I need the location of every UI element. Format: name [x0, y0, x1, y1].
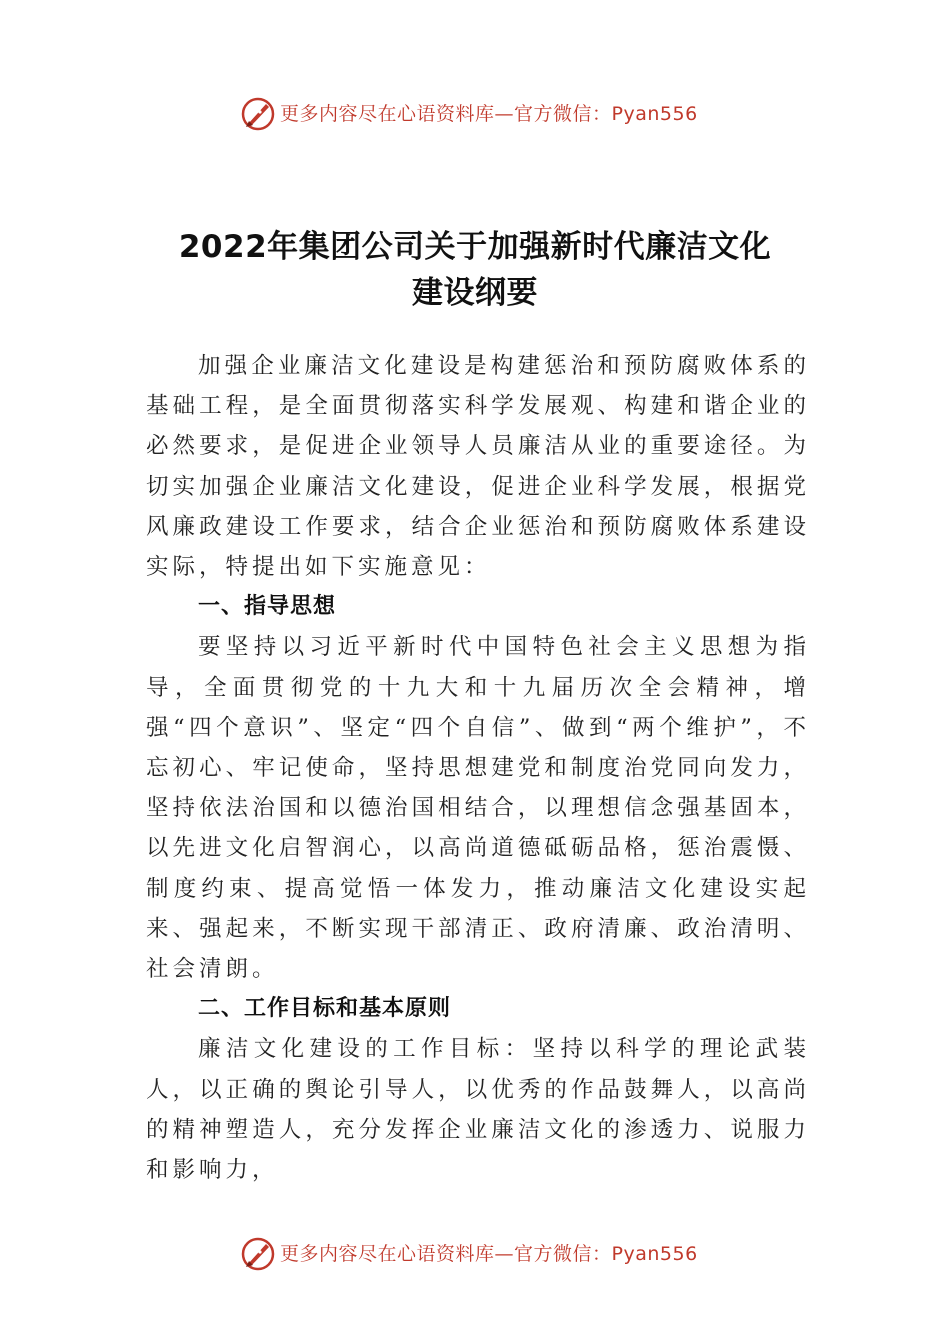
- document-body: [146, 346, 810, 1190]
- pen-nib-logo-icon: [240, 1236, 276, 1272]
- banner-text: 更多内容尽在心语资料库—官方微信：Pyan556: [280, 1243, 698, 1265]
- footer-banner: [0, 1234, 950, 1274]
- section-paragraph-2: 廉洁文化建设的工作目标：坚持以科学的理论武装人，以正确的舆论引导人，以优秀的作品鼓舞人，以高尚的精神塑造人，充分发挥企业廉洁文化的渗透力、说服力和影响力，: [146, 1036, 810, 1184]
- section-heading-1: 一、指导思想: [198, 594, 337, 620]
- section-heading-2: 二、工作目标和基本原则: [198, 996, 452, 1022]
- banner-text: 更多内容尽在心语资料库—官方微信：Pyan556: [280, 103, 698, 125]
- intro-paragraph: 加强企业廉洁文化建设是构建惩治和预防腐败体系的基础工程，是全面贯彻落实科学发展观、构建和谐企业的必然要求，是促进企业领导人员廉洁从业的重要途径。为切实加强企业廉洁文化建设，促进企业科学发展，根据党风廉政建设工作要求，结合企业惩治和预防腐败体系建设实际，特提出如下实施意见：: [146, 353, 810, 581]
- header-banner: [0, 94, 950, 134]
- section-paragraph-1: 要坚持以习近平新时代中国特色社会主义思想为指导，全面贯彻党的十九大和十九届历次全会精神，增强“四个意识”、坚定“四个自信”、做到“两个维护”，不忘初心、牢记使命，坚持思想建党和制度治党同向发力，坚持依法治国和以德治国相结合，以理想信念强基固本，以先进文化启智润心，以高尚道德砥砺品格，惩治震慑、制度约束、提高觉悟一体发力，推动廉洁文化建设实起来、强起来，不断实现干部清正、政府清廉、政治清明、社会清朗。: [146, 634, 810, 983]
- wechat-id: Pyan556: [611, 1243, 698, 1265]
- page-title-line-1: 2022年集团公司关于加强新时代廉洁文化: [178, 229, 772, 265]
- page-title-line-2: 建设纲要: [412, 275, 538, 311]
- pen-nib-logo-icon: [240, 96, 276, 132]
- wechat-id: Pyan556: [611, 103, 698, 125]
